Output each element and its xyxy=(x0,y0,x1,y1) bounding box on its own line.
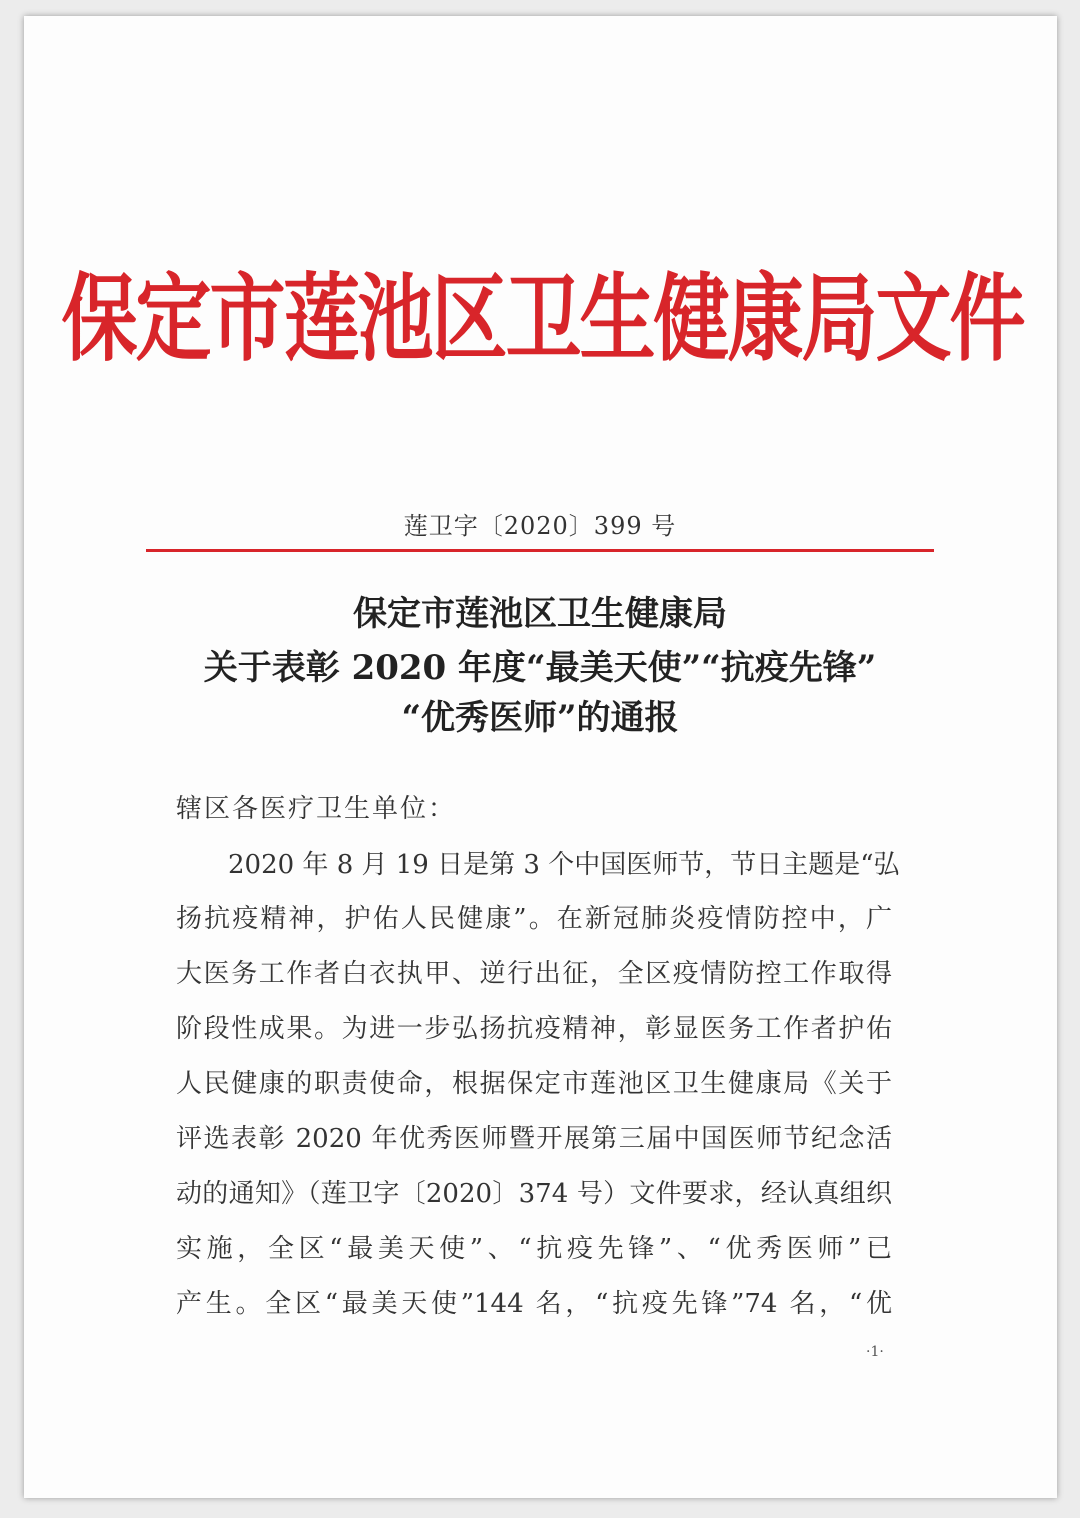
body-line-5: 人民健康的职责使命，根据保定市莲池区卫生健康局《关于 xyxy=(176,1069,892,1099)
body-line-9: 产生。全区“最美天使”144 名，“抗疫先锋”74 名，“优 xyxy=(176,1289,892,1319)
body-line-4: 阶段性成果。为进一步弘扬抗疫精神，彰显医务工作者护佑 xyxy=(176,1014,892,1044)
body-line-7: 动的通知》（莲卫字〔2020〕374 号）文件要求，经认真组织 xyxy=(176,1179,892,1209)
issuer-header: 保定市莲池区卫生健康局文件 xyxy=(61,261,1024,374)
notice-title-line-3: “优秀医师”的通报 xyxy=(401,698,679,738)
notice-title-line-2: 关于表彰 2020 年度“最美天使”“抗疫先锋” xyxy=(203,648,877,688)
body-line-3: 大医务工作者白衣执甲、逆行出征，全区疫情防控工作取得 xyxy=(176,959,892,989)
notice-title-line-1: 保定市莲池区卫生健康局 xyxy=(353,594,727,634)
red-divider-line xyxy=(146,549,934,552)
body-line-2: 扬抗疫精神，护佑人民健康”。在新冠肺炎疫情防控中，广 xyxy=(176,904,892,934)
body-line-1: 2020 年 8 月 19 日是第 3 个中国医师节，节日主题是“弘 xyxy=(228,850,900,880)
document-number: 莲卫字〔2020〕399 号 xyxy=(403,512,677,540)
body-line-8: 实施，全区“最美天使”、“抗疫先锋”、“优秀医师”已 xyxy=(176,1234,892,1264)
salutation: 辖区各医疗卫生单位： xyxy=(176,794,457,824)
page-number: ·1· xyxy=(866,1344,884,1360)
body-line-6: 评选表彰 2020 年优秀医师暨开展第三届中国医师节纪念活 xyxy=(176,1124,892,1154)
